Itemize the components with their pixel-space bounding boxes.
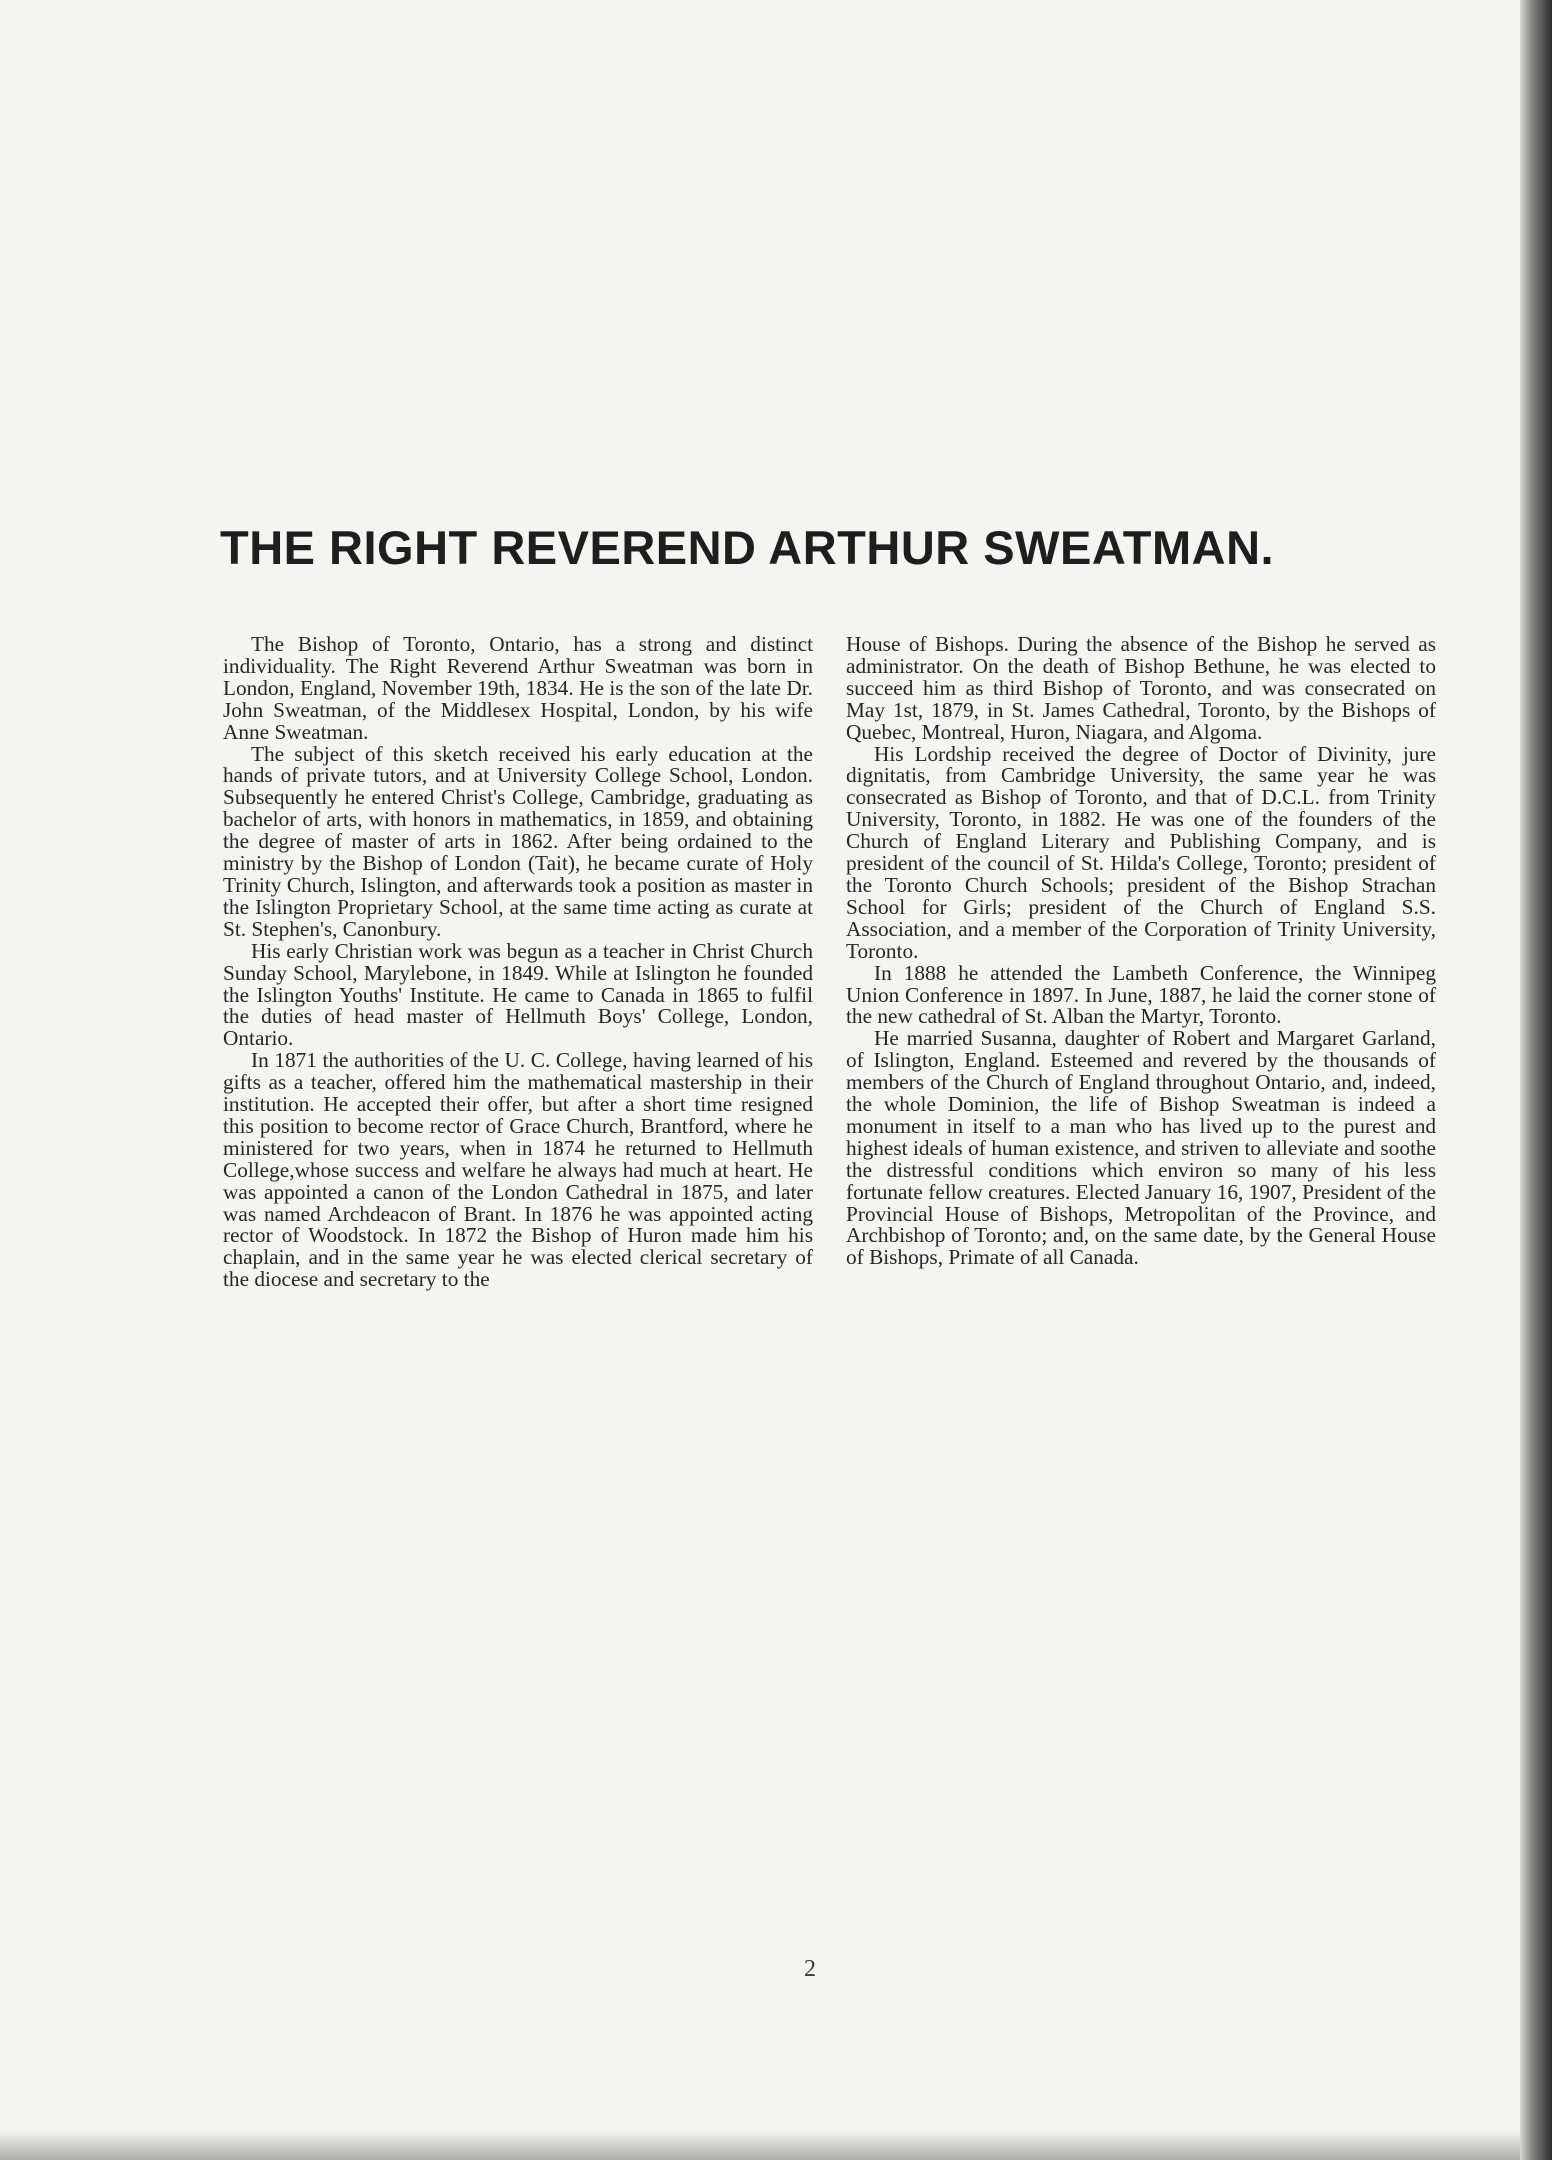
paragraph: His Lordship received the degree of Doctor of Divinity, jure dignitatis, from Cambridge University, the same year he was consecrated as Bishop of Toronto, and that of D.C.L. from Trinity University, Toronto, in 1882. He was one of the founders of the Church of England Literary and Publishing Company, and is president of the council of St. Hilda's College, Toronto; president of the Toronto Church Schools; president of the Bishop Strachan School for Girls; president of the Church of England S.S. Association, and a member of the Corporation of Trinity University, Toronto. — [846, 741, 1436, 963]
paragraph: The subject of this sketch received his early education at the hands of private tutors, and at University College School, London. Subsequently he entered Christ's College, Cambridge, graduating as bachelor of arts, with honors in mathematics, in 1859, and obtaining the degree of master of arts in 1862. After being ordained to the ministry by the Bishop of London (Tait), he became curate of Holy Trinity Church, Islington, and afterwards took a position as master in the Islington Proprietary School, at the same time acting as curate at St. Stephen's, Canonbury. — [223, 741, 813, 941]
paragraph: His early Christian work was begun as a teacher in Christ Church Sunday School, Marylebone, in 1849. While at Islington he founded the Islington Youths' Institute. He came to Canada in 1865 to fulfil the duties of head master of Hellmuth Boys' College, London, Ontario. — [223, 938, 813, 1051]
page-title: THE RIGHT REVEREND ARTHUR SWEATMAN. — [220, 521, 1275, 574]
left-column — [223, 634, 813, 1291]
scan-right-edge — [1520, 0, 1552, 2160]
paragraph-continuation: House of Bishops. During the absence of the Bishop he served as administrator. On the death of Bishop Bethune, he was elected to succeed him as third Bishop of Toronto, and was consecrated on May 1st, 1879, in St. James Cathedral, Toronto, by the Bishops of Quebec, Montreal, Huron, Niagara, and Algoma. — [846, 632, 1436, 744]
paragraph: He married Susanna, daughter of Robert and Margaret Garland, of Islington, England. Esteemed and revered by the thousands of members of the Church of England throughout Ontario, and, indeed, the whole Dominion, the life of Bishop Sweatman is indeed a monument in itself to a man who has lived up to the purest and highest ideals of human existence, and striven to alleviate and soothe the distressful conditions which environ so many of his less fortunate fellow creatures. Elected January 16, 1907, President of the Provincial House of Bishops, Metropolitan of the Province, and Archbishop of Toronto; and, on the same date, by the General House of Bishops, Primate of all Canada. — [846, 1026, 1436, 1270]
paragraph: In 1871 the authorities of the U. C. College, having learned of his gifts as a teacher, offered him the mathematical mastership in their institution. He accepted their offer, but after a short time resigned this position to become rector of Grace Church, Brantford, where he ministered for two years, when in 1874 he returned to Hellmuth College,whose success and welfare he always had much at heart. He was appointed a canon of the London Cathedral in 1875, and later was named Archdeacon of Brant. In 1876 he was appointed acting rector of Woodstock. In 1872 the Bishop of Huron made him his chaplain, and in the same year he was elected clerical secretary of the diocese and secretary to the — [223, 1048, 813, 1292]
paragraph: The Bishop of Toronto, Ontario, has a strong and distinct individuality. The Right Reverend Arthur Sweatman was born in London, England, November 19th, 1834. He is the son of the late Dr. John Sweatman, of the Middlesex Hospital, London, by his wife Anne Sweatman. — [223, 632, 813, 744]
page-number: 2 — [804, 1956, 816, 1982]
right-column — [846, 634, 1436, 1269]
paragraph: In 1888 he attended the Lambeth Conference, the Winnipeg Union Conference in 1897. In June, 1887, he laid the corner stone of the new cathedral of St. Alban the Martyr, Toronto. — [846, 960, 1436, 1029]
scan-bottom-shadow — [0, 2130, 1520, 2160]
